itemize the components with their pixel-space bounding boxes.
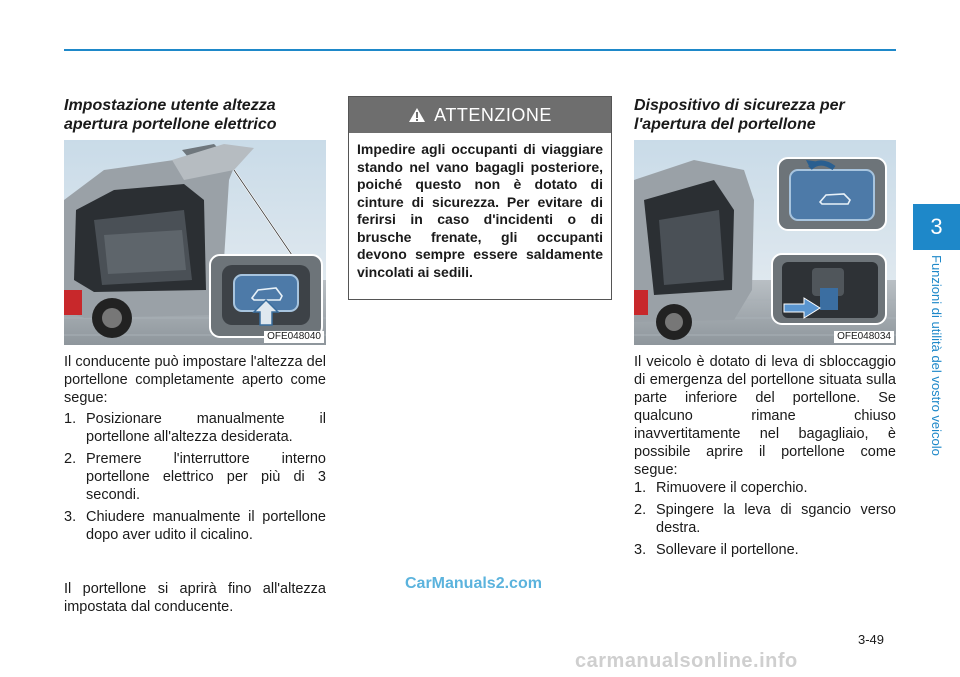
- right-steps: [634, 479, 896, 563]
- tailgate-figure: [64, 140, 326, 345]
- warning-title: ATTENZIONE: [434, 104, 552, 125]
- watermark-link[interactable]: CarManuals2.com: [405, 575, 542, 592]
- warning-triangle-icon: [408, 107, 426, 123]
- list-item: 3. Chiudere manualmente il portellone dopo aver udito il cicalino.: [64, 509, 326, 543]
- warning-box: [348, 96, 612, 300]
- left-intro: Il conducente può impostare l'altezza del portellone completamente aperto come segue:: [64, 354, 326, 406]
- left-heading: Impostazione utente altezza apertura portellone elettrico: [64, 97, 277, 133]
- chapter-label: Funzioni di utilità del vostro veicolo: [929, 255, 944, 456]
- watermark-site: carmanualsonline.info: [575, 650, 798, 672]
- figure-code: OFE048040: [264, 331, 324, 343]
- right-heading: Dispositivo di sicurezza per l'apertura del portellone: [634, 97, 845, 133]
- emergency-lever-illustration: [634, 140, 896, 345]
- list-item: 2. Premere l'interruttore interno portellone elettrico per più di 3 secondi.: [64, 451, 326, 503]
- header-rule: [64, 49, 896, 51]
- warning-header: [349, 97, 611, 133]
- chapter-tab: 3: [913, 204, 960, 250]
- left-outro: Il portellone si aprirà fino all'altezza impostata dal conducente.: [64, 581, 326, 615]
- list-item: 1. Rimuovere il coperchio.: [634, 480, 808, 496]
- right-intro: Il veicolo è dotato di leva di sbloccaggio di emergenza del portellone situata sulla parte inferiore del portellone. Se qualcuno rimane chiuso inavvertitamente nel bagagliaio, è possibile aprire il portellone come segue:: [634, 354, 896, 478]
- figure-code: OFE048034: [834, 331, 894, 343]
- page-number: 3-49: [858, 632, 885, 647]
- tailgate-illustration: [64, 140, 326, 345]
- list-item: 1. Posizionare manualmente il portellone all'altezza desiderata.: [64, 411, 326, 445]
- left-steps: [64, 410, 326, 548]
- emergency-lever-figure: [634, 140, 896, 345]
- warning-text: Impedire agli occupanti di viaggiare stando nel vano bagagli posteriore, poiché questo non è dotato di cinture di sicurezza. Per evitare di ferirsi in caso d'incidenti o di brusche frenate, gli occupanti devono sempre essere saldamente vincolati ai sedili.: [357, 141, 603, 280]
- list-item: 2. Spingere la leva di sgancio verso destra.: [634, 502, 896, 536]
- list-item: 3. Sollevare il portellone.: [634, 542, 799, 558]
